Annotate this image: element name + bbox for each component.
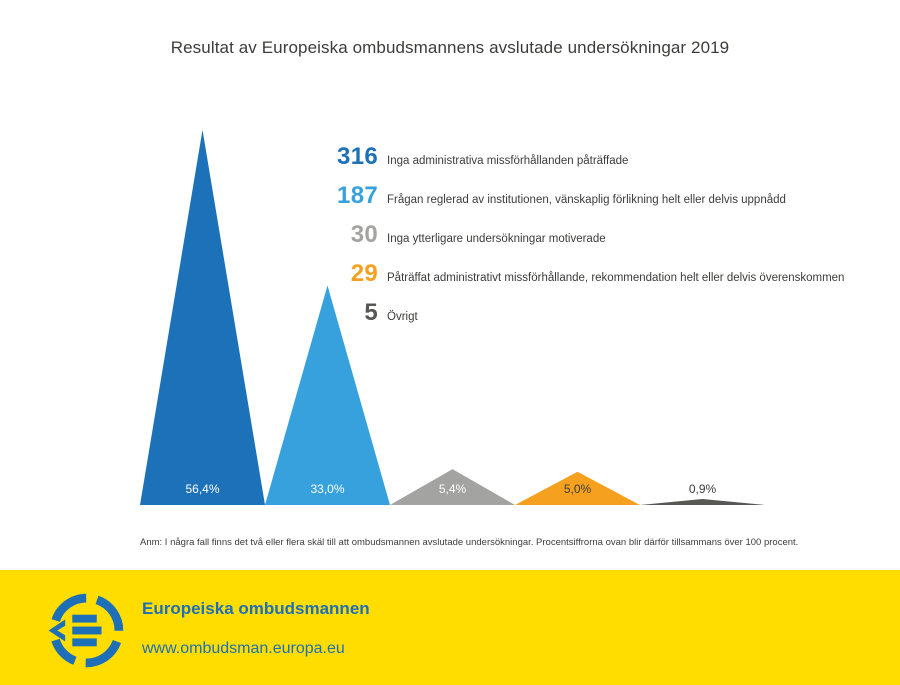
legend-item xyxy=(258,143,844,171)
triangle-peak-5 xyxy=(640,499,765,505)
footnote: Anm: I några fall finns det två eller flera skäl till att ombudsmannen avslutade undersökningar. Procentsiffrorna ovan blir därför tillsammans över 100 procent. xyxy=(140,537,799,548)
legend-count: 187 xyxy=(337,182,378,209)
percent-label-4: 5,0% xyxy=(563,482,592,496)
legend-label: Övrigt xyxy=(387,311,418,323)
legend-count: 5 xyxy=(364,299,378,326)
percent-label-1: 56,4% xyxy=(185,482,220,496)
legend-count: 30 xyxy=(350,221,378,248)
legend-count: 29 xyxy=(350,260,378,287)
triangle-peak-1 xyxy=(140,130,265,505)
legend-label: Inga administrativa missförhållanden påträffade xyxy=(387,155,629,167)
legend-item xyxy=(258,221,844,249)
legend-label: Inga ytterligare undersökningar motiverade xyxy=(387,233,606,245)
legend-label: Frågan reglerad av institutionen, vänskaplig förlikning helt eller delvis uppnådd xyxy=(387,194,786,206)
footer-band xyxy=(0,570,900,685)
chart-title: Resultat av Europeiska ombudsmannens avslutade undersökningar 2019 xyxy=(170,38,730,57)
legend-item xyxy=(258,182,844,210)
footer-organization-name: Europeiska ombudsmannen xyxy=(142,599,370,618)
percent-label-5: 0,9% xyxy=(688,482,717,496)
percent-label-3: 5,4% xyxy=(438,482,467,496)
legend-item xyxy=(258,299,844,327)
european-ombudsman-logo xyxy=(47,591,126,670)
percent-label-2: 33,0% xyxy=(310,482,345,496)
legend-label: Påträffat administrativt missförhållande, rekommendation helt eller delvis överenskommen xyxy=(387,272,845,284)
legend-item xyxy=(258,260,844,288)
footer-website-url: www.ombudsman.europa.eu xyxy=(142,640,345,657)
legend xyxy=(258,143,844,327)
legend-count: 316 xyxy=(337,143,378,170)
